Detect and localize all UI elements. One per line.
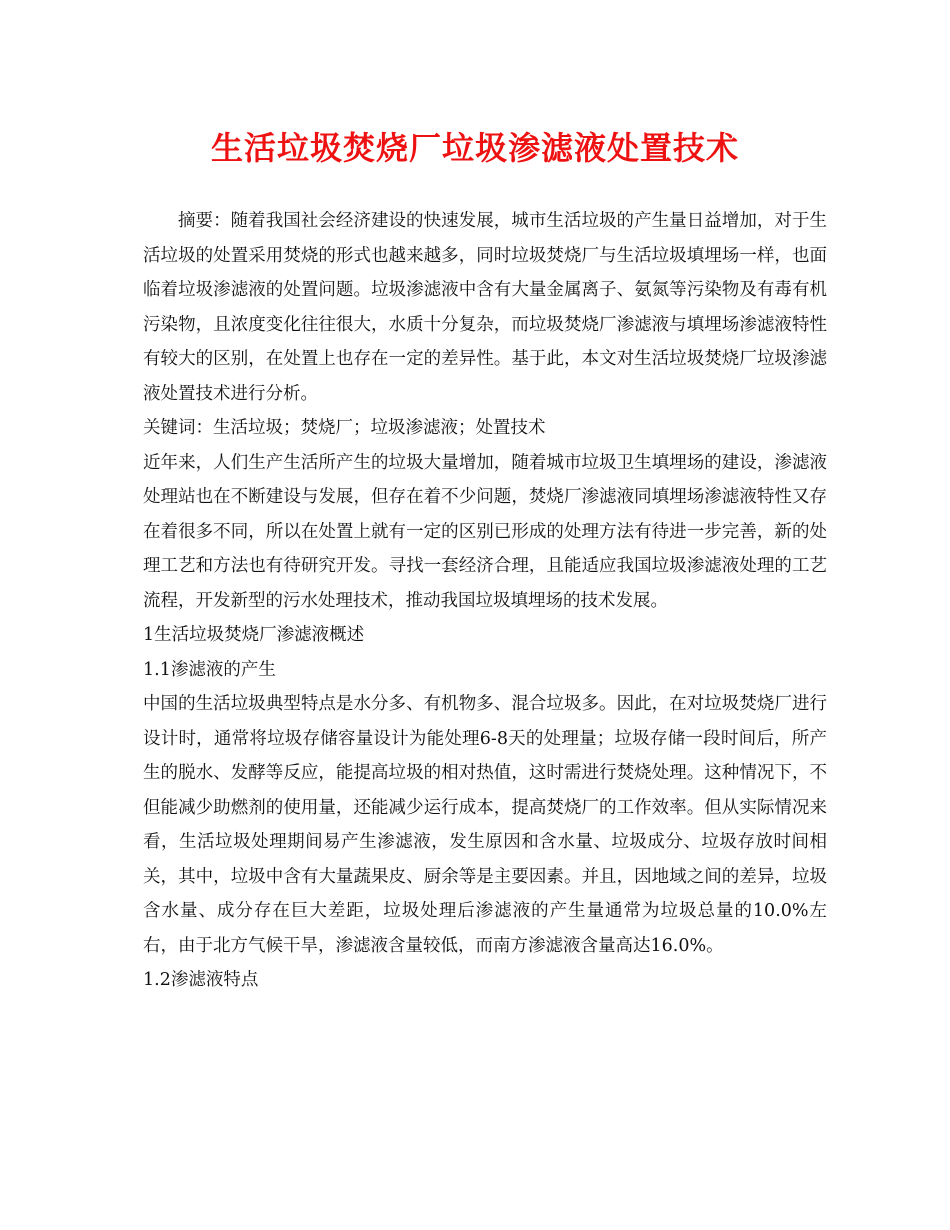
abstract-paragraph: 摘要：随着我国社会经济建设的快速发展，城市生活垃圾的产生量日益增加，对于生活垃圾的处置采用焚烧的形式也越来越多，同时垃圾焚烧厂与生活垃圾填埋场一样，也面临着垃圾渗滤液的处置问题。垃圾渗滤液中含有大量金属离子、氨氮等污染物及有毒有机污染物，且浓度变化往往很大，水质十分复杂，而垃圾焚烧厂渗滤液与填埋场渗滤液特性有较大的区别，在处置上也存在一定的差异性。基于此，本文对生活垃圾焚烧厂垃圾渗滤液处置技术进行分析。 <box>143 211 827 404</box>
document-title: 生活垃圾焚烧厂垃圾渗滤液处置技术 <box>210 129 739 167</box>
document-body <box>143 204 827 998</box>
section-1-heading: 1生活垃圾焚烧厂渗滤液概述 <box>143 625 365 645</box>
intro-paragraph: 近年来，人们生产生活所产生的垃圾大量增加，随着城市垃圾卫生填埋场的建设，渗滤液处理站也在不断建设与发展，但存在着不少问题，焚烧厂渗滤液同填埋场渗滤液特性又存在着很多不同，所以在处置上就有一定的区别已形成的处理方法有待进一步完善，新的处理工艺和方法也有待研究开发。寻找一套经济合理，且能适应我国垃圾渗滤液处理的工艺流程，开发新型的污水处理技术，推动我国垃圾填埋场的技术发展。 <box>143 452 827 611</box>
keywords-line: 关键词：生活垃圾；焚烧厂；垃圾渗滤液；处置技术 <box>143 418 546 438</box>
section-1-1-paragraph: 中国的生活垃圾典型特点是水分多、有机物多、混合垃圾多。因此，在对垃圾焚烧厂进行设计时，通常将垃圾存储容量设计为能处理6-8天的处理量；垃圾存储一段时间后，所产生的脱水、发酵等反应，能提高垃圾的相对热值，这时需进行焚烧处理。这种情况下，不但能减少助燃剂的使用量，还能减少运行成本，提高焚烧厂的工作效率。但从实际情况来看，生活垃圾处理期间易产生渗滤液，发生原因和含水量、垃圾成分、垃圾存放时间相关，其中，垃圾中含有大量蔬果皮、厨余等是主要因素。并且，因地域之间的差异，垃圾含水量、成分存在巨大差距，垃圾处理后渗滤液的产生量通常为垃圾总量的10.0%左右，由于北方气候干旱，渗滤液含量较低，而南方渗滤液含量高达16.0%。 <box>143 694 827 956</box>
section-1-2-heading: 1.2渗滤液特点 <box>143 970 259 990</box>
section-1-1-heading: 1.1渗滤液的产生 <box>143 659 276 680</box>
